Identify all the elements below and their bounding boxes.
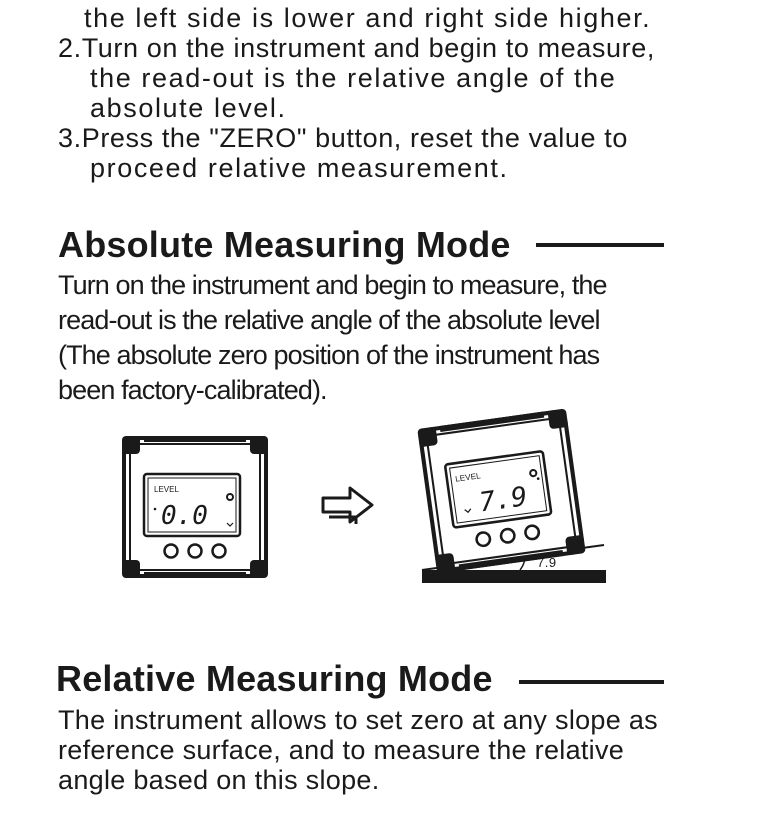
right-level-label: LEVEL <box>454 471 482 484</box>
left-reading: 0.0 <box>161 501 208 531</box>
absolute-mode-line-4: been factory-calibrated). <box>58 375 327 405</box>
step1-continuation: the left side is lower and right side higher. <box>84 3 652 33</box>
absolute-mode-line-1: Turn on the instrument and begin to measure, the <box>58 270 607 300</box>
absolute-mode-line-2: read-out is the relative angle of the absolute level <box>58 305 600 335</box>
heading-rule <box>519 680 664 684</box>
relative-mode-heading: Relative Measuring Mode <box>56 658 493 699</box>
absolute-mode-heading: Absolute Measuring Mode <box>58 224 511 265</box>
right-reading: 7.9 <box>477 481 530 519</box>
step2-line1: 2.Turn on the instrument and begin to measure, <box>58 33 655 63</box>
step2-line3: absolute level. <box>90 93 287 123</box>
relative-mode-line-1: The instrument allows to set zero at any slope as <box>58 705 658 735</box>
relative-mode-line-2: reference surface, and to measure the relative <box>58 735 625 765</box>
level-device-tilted <box>424 416 579 566</box>
step2-line2: the read-out is the relative angle of the <box>90 63 617 93</box>
left-level-label: LEVEL <box>154 485 179 494</box>
step3-line2: proceed relative measurement. <box>90 153 509 183</box>
absolute-mode-line-3: (The absolute zero position of the instrument has <box>58 340 600 370</box>
relative-mode-line-3: angle based on this slope. <box>58 765 380 795</box>
step3-line1: 3.Press the "ZERO" button, reset the value to <box>58 123 628 153</box>
slope-angle-label: 7.9 <box>537 555 557 570</box>
